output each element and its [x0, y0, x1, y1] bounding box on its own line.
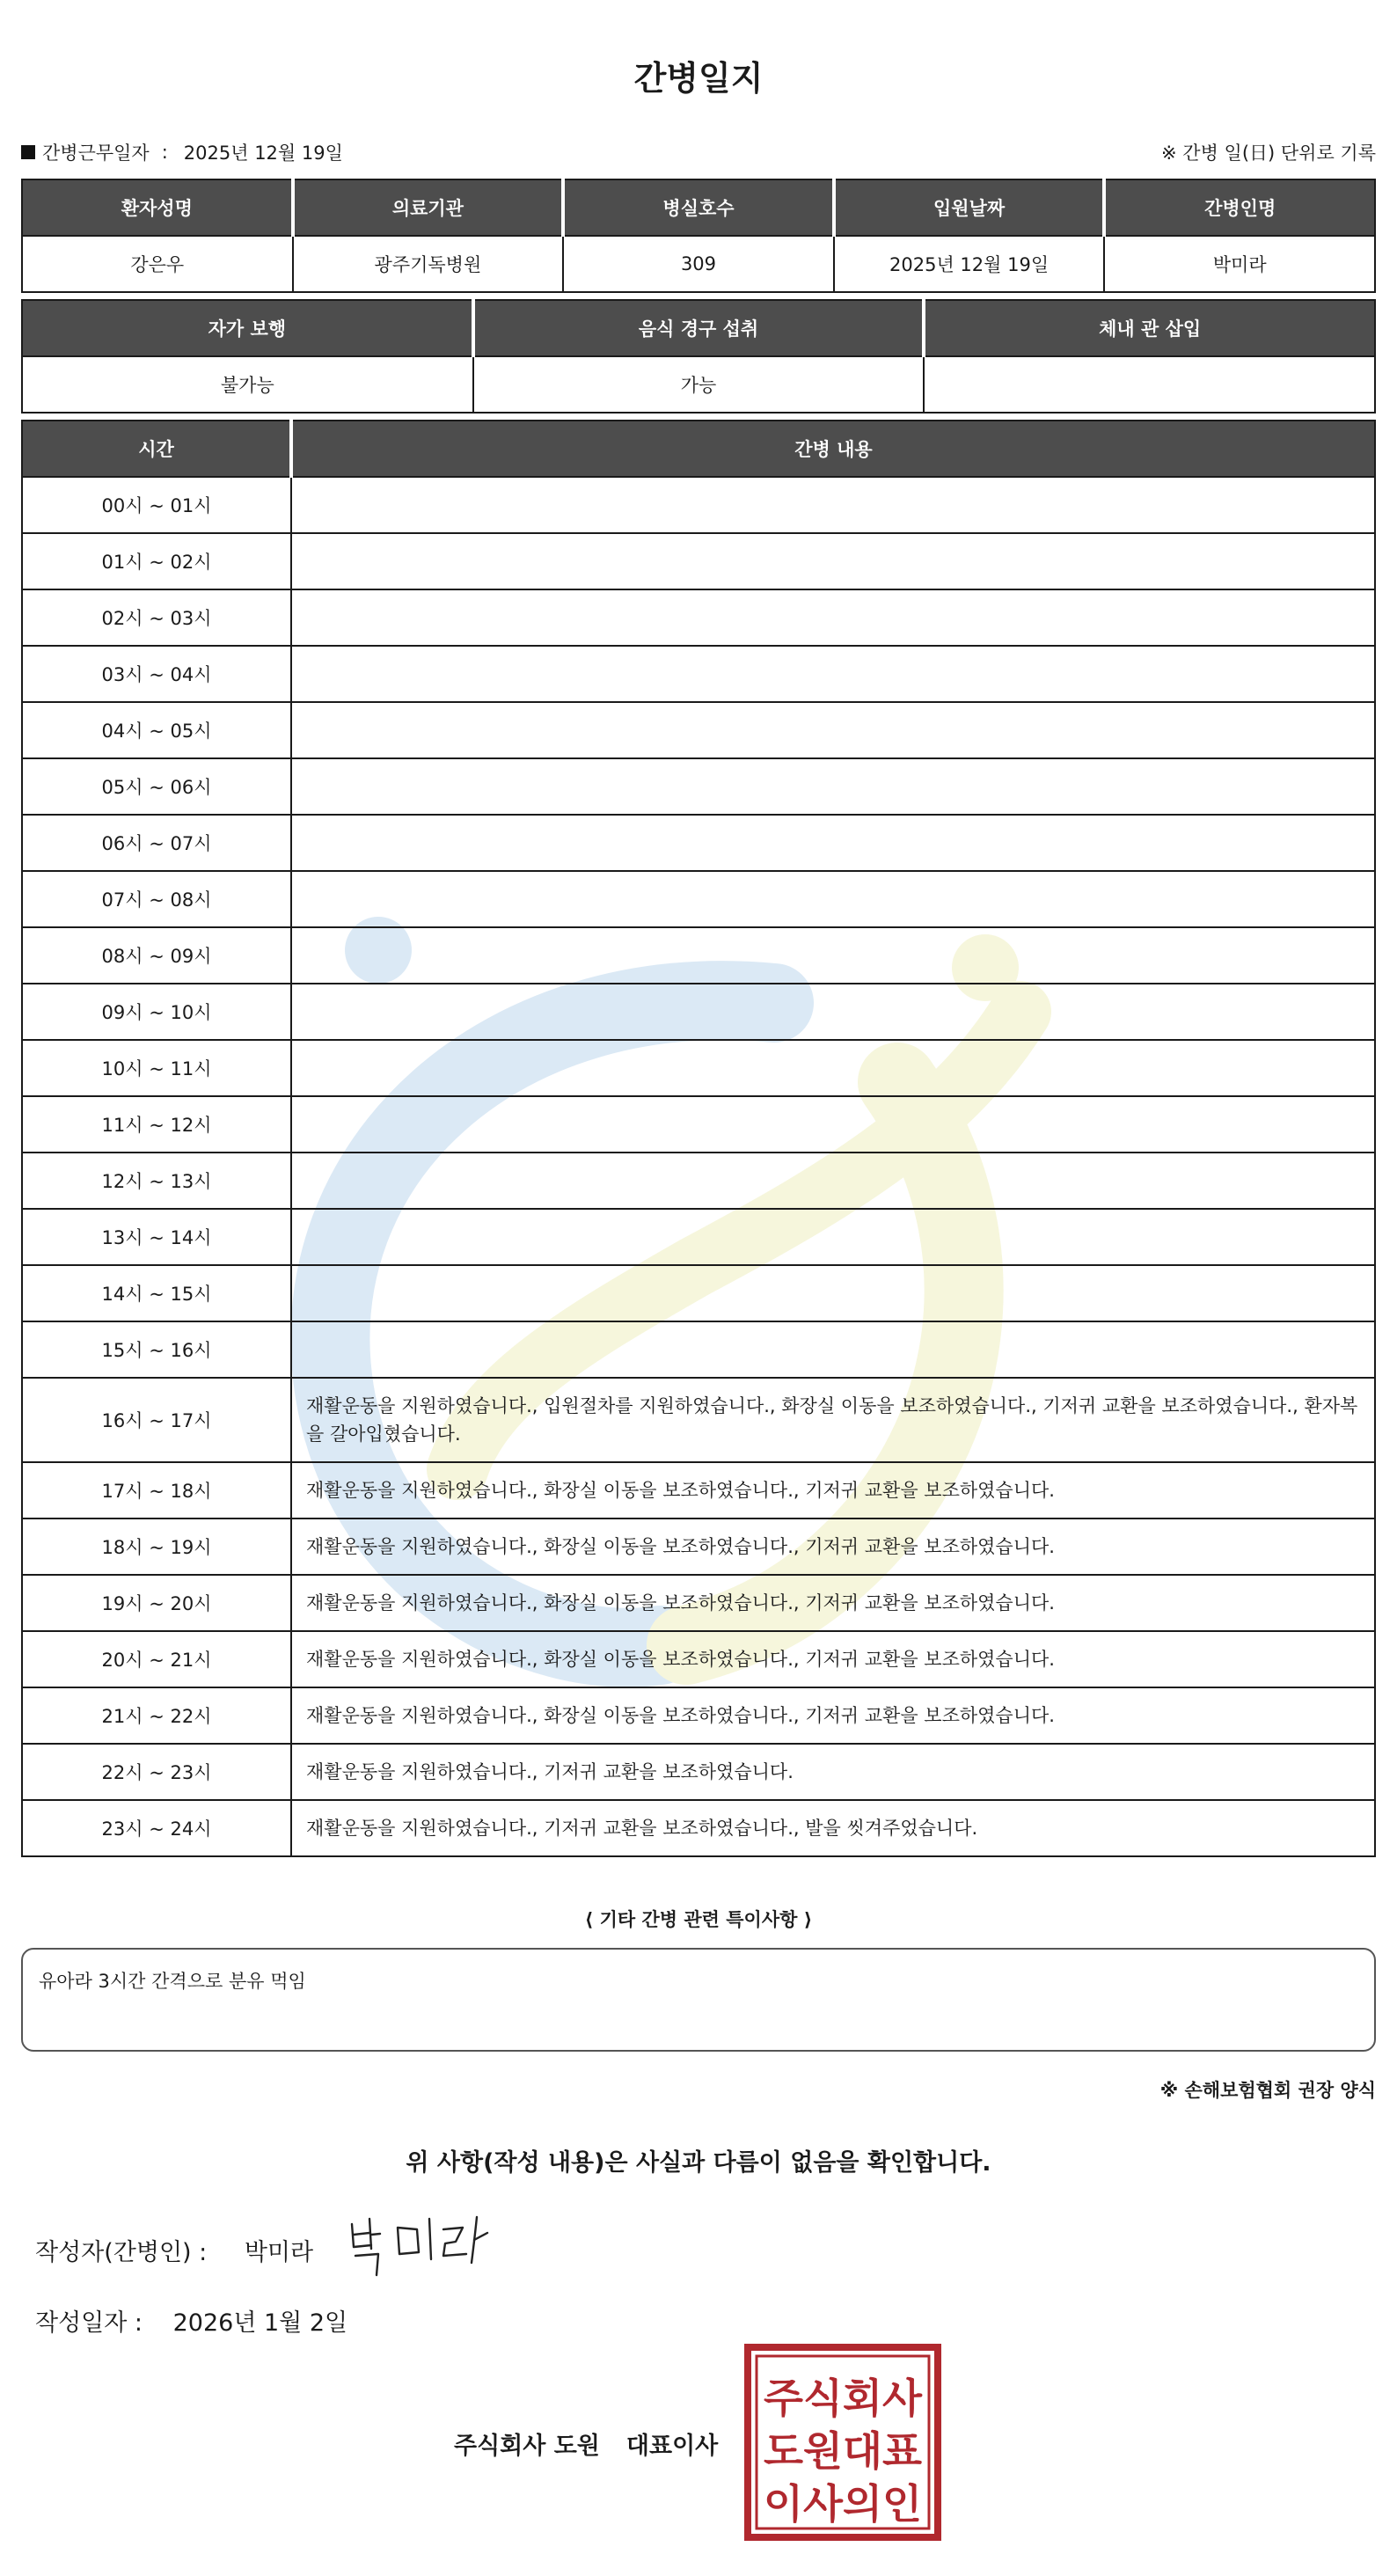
table-row [22, 871, 1375, 927]
header-caregiver-name: 간병인명 [1104, 179, 1375, 236]
oral-intake-value: 가능 [473, 356, 925, 413]
header-oral-intake: 음식 경구 섭취 [473, 300, 925, 356]
write-date-row [35, 2303, 347, 2338]
work-date-label: 간병근무일자 [42, 143, 150, 164]
content-cell [291, 1153, 1375, 1209]
hospital-name: 광주기독병원 [293, 236, 564, 292]
table-row [22, 1575, 1375, 1631]
table-row [22, 1687, 1375, 1744]
content-cell: 재활운동을 지원하였습니다., 입원절차를 지원하였습니다., 화장실 이동을 보조하였습니다., 기저귀 교환을 보조하였습니다., 환자복을 갈아입혔습니다. [291, 1378, 1375, 1462]
header-care-content: 간병 내용 [291, 421, 1375, 477]
content-cell: 재활운동을 지원하였습니다., 기저귀 교환을 보조하였습니다., 발을 씻겨주었습니다. [291, 1800, 1375, 1856]
content-cell [291, 984, 1375, 1040]
square-bullet-icon [21, 145, 35, 159]
content-cell [291, 1321, 1375, 1378]
content-cell [291, 758, 1375, 815]
time-cell: 15시 ~ 16시 [22, 1321, 291, 1378]
svg-text:주식회사: 주식회사 [764, 2375, 923, 2422]
document-title: 간병일지 [633, 59, 764, 98]
confirmation-statement: 위 사항(작성 내용)은 사실과 다름이 없음을 확인합니다. [406, 2149, 991, 2177]
time-cell: 00시 ~ 01시 [22, 477, 291, 533]
content-cell: 재활운동을 지원하였습니다., 화장실 이동을 보조하였습니다., 기저귀 교환을 보조하였습니다. [291, 1462, 1375, 1519]
company-title: 대표이사 [625, 2433, 719, 2460]
remarks-title: ⟨ 기타 간병 관련 특이사항 ⟩ [584, 1909, 813, 1930]
time-cell: 20시 ~ 21시 [22, 1631, 291, 1687]
table-row [22, 984, 1375, 1040]
content-cell [291, 702, 1375, 758]
work-date-row [21, 139, 343, 165]
table-row [22, 702, 1375, 758]
form-note: ※ 손해보험협회 권장 양식 [1159, 2080, 1376, 2101]
time-cell: 04시 ~ 05시 [22, 702, 291, 758]
time-cell: 09시 ~ 10시 [22, 984, 291, 1040]
table-row [22, 1519, 1375, 1575]
time-cell: 19시 ~ 20시 [22, 1575, 291, 1631]
unit-note: ※ 간병 일(日) 단위로 기록 [1161, 143, 1376, 164]
write-date-value: 2026년 1월 2일 [172, 2309, 348, 2337]
header-room-number: 병실호수 [563, 179, 834, 236]
company-name: 주식회사 도원 [454, 2433, 600, 2460]
header-tube-insertion: 체내 관 삽입 [924, 300, 1375, 356]
room-number: 309 [563, 236, 834, 292]
header-hospital: 의료기관 [293, 179, 564, 236]
content-cell [291, 646, 1375, 702]
content-cell [291, 589, 1375, 646]
company-seal-stamp [744, 2344, 941, 2541]
svg-text:이사의인: 이사의인 [764, 2480, 922, 2528]
table-row [22, 1209, 1375, 1265]
time-cell: 01시 ~ 02시 [22, 533, 291, 589]
table-row [22, 815, 1375, 871]
time-cell: 14시 ~ 15시 [22, 1265, 291, 1321]
table-row [22, 477, 1375, 533]
header-patient-name: 환자성명 [22, 179, 293, 236]
patient-name: 강은우 [22, 236, 293, 292]
writer-name: 박미라 [244, 2239, 314, 2266]
table-row [22, 1800, 1375, 1856]
table-row [22, 646, 1375, 702]
table-row [22, 1265, 1375, 1321]
svg-text:도원대표: 도원대표 [764, 2427, 923, 2475]
writer-row [35, 2233, 313, 2267]
table-row [22, 1378, 1375, 1462]
work-date-colon: : [161, 142, 168, 163]
table-row [22, 1631, 1375, 1687]
content-cell [291, 815, 1375, 871]
time-cell: 18시 ~ 19시 [22, 1519, 291, 1575]
time-cell: 10시 ~ 11시 [22, 1040, 291, 1096]
table-row [22, 1744, 1375, 1800]
content-cell: 재활운동을 지원하였습니다., 화장실 이동을 보조하였습니다., 기저귀 교환을 보조하였습니다. [291, 1687, 1375, 1744]
content-cell [291, 927, 1375, 984]
content-cell [291, 1040, 1375, 1096]
writer-label: 작성자(간병인) : [35, 2239, 208, 2266]
time-cell: 05시 ~ 06시 [22, 758, 291, 815]
table-row [22, 1040, 1375, 1096]
time-cell: 08시 ~ 09시 [22, 927, 291, 984]
content-cell [291, 533, 1375, 589]
time-cell: 07시 ~ 08시 [22, 871, 291, 927]
time-cell: 06시 ~ 07시 [22, 815, 291, 871]
self-walking-value: 불가능 [22, 356, 473, 413]
time-cell: 03시 ~ 04시 [22, 646, 291, 702]
content-cell: 재활운동을 지원하였습니다., 화장실 이동을 보조하였습니다., 기저귀 교환을 보조하였습니다. [291, 1631, 1375, 1687]
time-cell: 21시 ~ 22시 [22, 1687, 291, 1744]
content-cell: 재활운동을 지원하였습니다., 화장실 이동을 보조하였습니다., 기저귀 교환을 보조하였습니다. [291, 1519, 1375, 1575]
caregiver-name: 박미라 [1104, 236, 1375, 292]
content-cell [291, 477, 1375, 533]
write-date-label: 작성일자 : [35, 2309, 143, 2337]
patient-info-table [21, 179, 1376, 293]
hourly-care-table [21, 420, 1376, 1857]
content-cell: 재활운동을 지원하였습니다., 화장실 이동을 보조하였습니다., 기저귀 교환을 보조하였습니다. [291, 1575, 1375, 1631]
time-cell: 17시 ~ 18시 [22, 1462, 291, 1519]
company-signature-line [454, 2426, 718, 2461]
time-cell: 13시 ~ 14시 [22, 1209, 291, 1265]
time-cell: 02시 ~ 03시 [22, 589, 291, 646]
header-admission-date: 입원날짜 [834, 179, 1105, 236]
content-cell [291, 1265, 1375, 1321]
admission-date: 2025년 12월 19일 [834, 236, 1105, 292]
remarks-box [21, 1948, 1376, 2052]
table-row [22, 533, 1375, 589]
time-cell: 12시 ~ 13시 [22, 1153, 291, 1209]
table-row [22, 1321, 1375, 1378]
time-cell: 23시 ~ 24시 [22, 1800, 291, 1856]
time-cell: 16시 ~ 17시 [22, 1378, 291, 1462]
remarks-text: 유아라 3시간 간격으로 분유 먹임 [39, 1971, 306, 1992]
content-cell [291, 871, 1375, 927]
table-row [22, 758, 1375, 815]
table-row [22, 589, 1375, 646]
table-row [22, 1096, 1375, 1153]
content-cell [291, 1209, 1375, 1265]
table-row [22, 1153, 1375, 1209]
time-cell: 11시 ~ 12시 [22, 1096, 291, 1153]
time-cell: 22시 ~ 23시 [22, 1744, 291, 1800]
header-time: 시간 [22, 421, 291, 477]
header-self-walking: 자가 보행 [22, 300, 473, 356]
content-cell [291, 1096, 1375, 1153]
handwritten-signature [345, 2208, 494, 2279]
patient-status-table [21, 299, 1376, 413]
work-date-value: 2025년 12월 19일 [183, 143, 343, 164]
content-cell: 재활운동을 지원하였습니다., 기저귀 교환을 보조하였습니다. [291, 1744, 1375, 1800]
table-row [22, 1462, 1375, 1519]
table-row [22, 927, 1375, 984]
tube-insertion-value [924, 356, 1375, 413]
